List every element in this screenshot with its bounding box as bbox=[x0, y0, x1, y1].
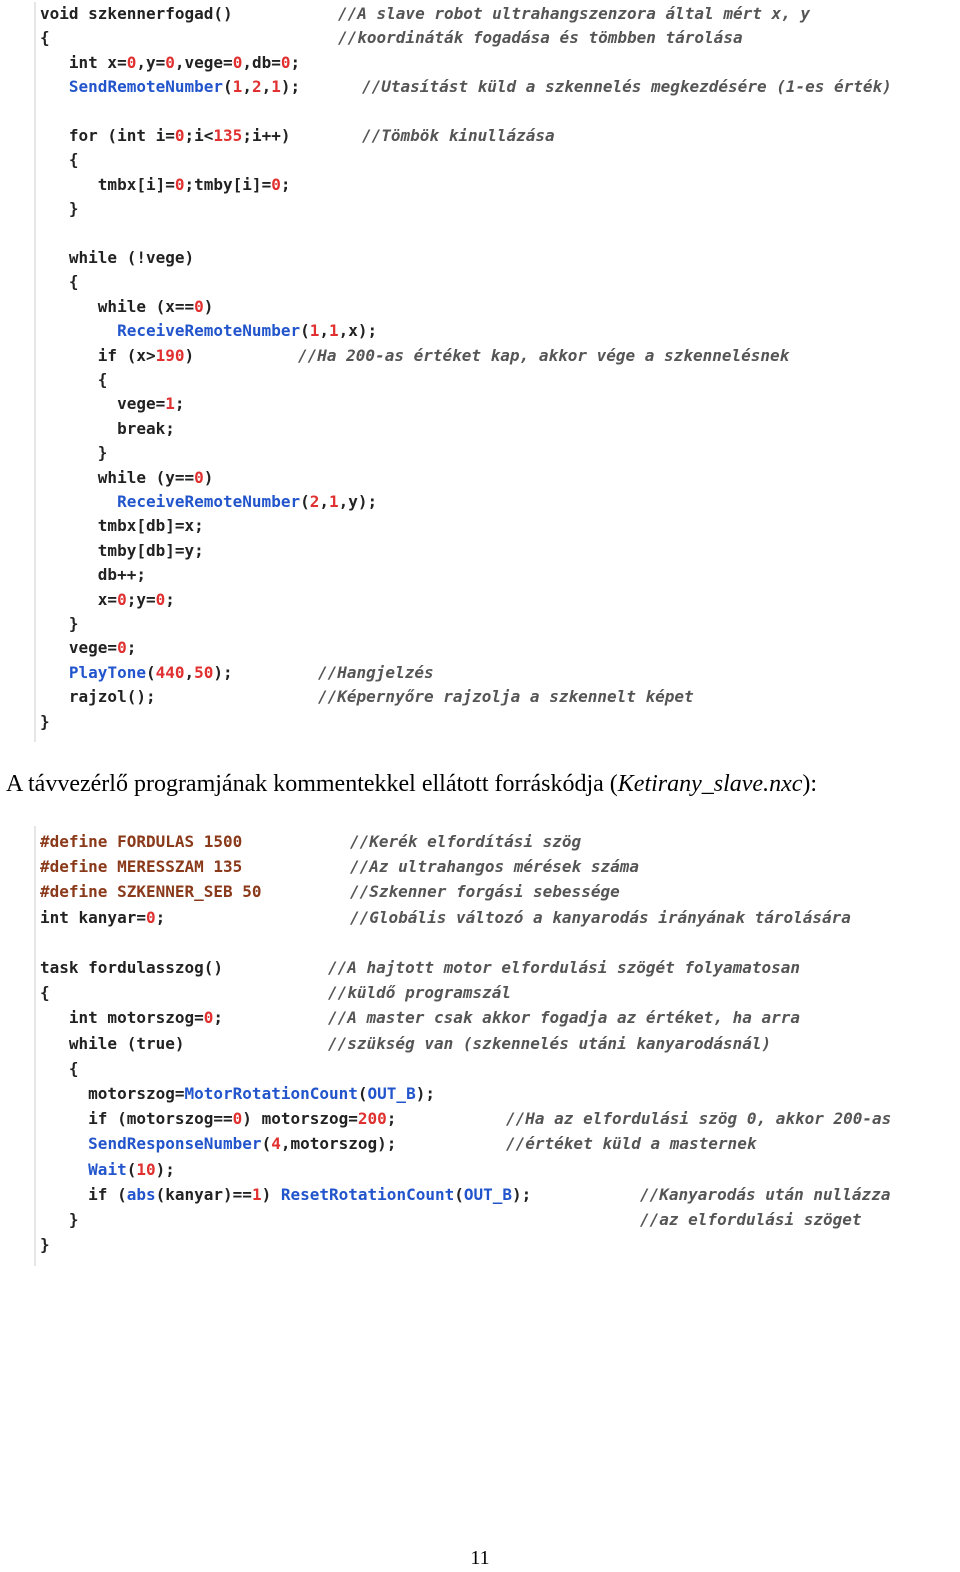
code-token: 0 bbox=[126, 52, 137, 72]
code-token: ); bbox=[155, 1159, 175, 1179]
code-line bbox=[40, 1057, 79, 1081]
code-comment: //az elfordulási szöget bbox=[640, 1210, 862, 1229]
code-token: 440 bbox=[155, 662, 185, 682]
code-comment: //Az ultrahangos mérések száma bbox=[350, 857, 639, 877]
code-token: 0 bbox=[271, 174, 281, 194]
code-line bbox=[40, 148, 79, 172]
code-token: 1 bbox=[251, 1184, 262, 1204]
code-token: , bbox=[319, 321, 330, 341]
code-token: tmbx[i]= bbox=[40, 174, 175, 194]
code-comment: //Ha 200-as értéket kap, akkor vége a szkennelésnek bbox=[298, 345, 790, 365]
code-token: while (y== bbox=[40, 467, 195, 487]
code-token: ,motorszog); bbox=[280, 1134, 397, 1154]
code-comment: //Kanyarodás után nullázza bbox=[640, 1184, 891, 1204]
code-token: 1 bbox=[271, 77, 281, 97]
code-token bbox=[40, 492, 117, 511]
code-token: } bbox=[40, 711, 50, 731]
code-token: ,x); bbox=[338, 321, 378, 341]
code-token bbox=[40, 1160, 88, 1179]
code-token: 0 bbox=[232, 52, 243, 72]
code-token: 0 bbox=[232, 1109, 243, 1129]
code-token: ) bbox=[203, 296, 214, 316]
code-line bbox=[40, 1158, 175, 1182]
code-token: } bbox=[40, 199, 79, 219]
code-line bbox=[40, 1132, 396, 1156]
code-token: int motorszog= bbox=[40, 1008, 204, 1028]
code-line bbox=[40, 539, 204, 563]
code-token: PlayTone bbox=[68, 662, 146, 682]
code-line bbox=[40, 26, 50, 50]
code-token bbox=[40, 321, 117, 340]
code-token: 1 bbox=[309, 321, 320, 341]
code-line bbox=[40, 661, 233, 685]
code-token: 0 bbox=[194, 467, 204, 487]
code-token: while (x== bbox=[40, 296, 195, 316]
code-line bbox=[40, 588, 175, 612]
code-line bbox=[40, 636, 136, 660]
code-token: x= bbox=[40, 589, 118, 609]
code-token: ( bbox=[454, 1184, 464, 1204]
code-block-fordulasszog bbox=[34, 826, 956, 1266]
code-token: ( bbox=[300, 492, 310, 511]
code-token: abs bbox=[126, 1184, 156, 1204]
code-token: ; bbox=[280, 174, 291, 194]
code-line bbox=[40, 1032, 185, 1056]
code-line bbox=[40, 1208, 79, 1232]
code-comment: //Globális változó a kanyarodás irányának tárolására bbox=[350, 907, 851, 927]
code-line bbox=[40, 344, 194, 368]
code-token: tmby[db]=y; bbox=[40, 540, 204, 560]
code-token: motorszog= bbox=[40, 1084, 185, 1103]
code-line bbox=[40, 1107, 396, 1131]
code-token: ; bbox=[213, 1008, 224, 1028]
code-line bbox=[40, 685, 156, 709]
code-token: ; bbox=[174, 394, 185, 414]
code-token: void szkennerfogad() bbox=[40, 4, 233, 23]
code-token: #define SZKENNER_SEB 50 bbox=[40, 882, 262, 902]
code-comment: //küldő programszál bbox=[328, 983, 512, 1003]
figure-caption bbox=[6, 768, 817, 800]
code-token: ,db= bbox=[242, 52, 281, 72]
code-comment: //Ha az elfordulási szög 0, akkor 200-as bbox=[506, 1109, 892, 1129]
code-token: ( bbox=[357, 1084, 368, 1103]
code-token: Wait bbox=[88, 1159, 127, 1179]
code-token: 1 bbox=[329, 321, 339, 341]
code-token: ReceiveRemoteNumber bbox=[117, 492, 301, 511]
code-token: 1 bbox=[165, 394, 175, 414]
code-token: break; bbox=[40, 418, 175, 438]
code-line bbox=[40, 514, 204, 538]
code-token: ); bbox=[213, 662, 233, 682]
code-block-szkennerfogad bbox=[34, 2, 956, 742]
code-token: ( bbox=[126, 1159, 137, 1179]
code-token: SendRemoteNumber bbox=[68, 77, 224, 97]
code-token: tmbx[db]=x; bbox=[40, 516, 204, 536]
code-token: 0 bbox=[145, 907, 156, 927]
code-comment: //Kerék elfordítási szög bbox=[350, 832, 582, 851]
code-token: , bbox=[261, 77, 272, 97]
code-token: ); bbox=[415, 1084, 435, 1103]
code-token: 0 bbox=[280, 52, 291, 72]
code-token: 2 bbox=[251, 77, 262, 97]
code-token: 0 bbox=[165, 52, 175, 72]
caption-text: A távvezérlő programjának kommentekkel ellátott forráskódja ( bbox=[6, 771, 618, 797]
code-line bbox=[40, 956, 223, 980]
code-token: 135 bbox=[213, 126, 243, 145]
code-token: #define MERESSZAM 135 bbox=[40, 857, 243, 877]
code-token: db++; bbox=[40, 565, 146, 585]
code-token: ( bbox=[261, 1134, 272, 1154]
code-token: { bbox=[40, 28, 50, 48]
code-token: rajzol(); bbox=[40, 687, 156, 707]
code-token: if (x> bbox=[40, 345, 156, 365]
code-comment: //Képernyőre rajzolja a szkennelt képet bbox=[318, 687, 694, 707]
code-token: ); bbox=[280, 77, 301, 97]
code-token: { bbox=[40, 983, 50, 1003]
code-token: while (!vege) bbox=[40, 248, 195, 267]
code-token: } bbox=[40, 614, 79, 633]
code-comment: //Tömbök kinullázása bbox=[362, 126, 555, 145]
code-line bbox=[40, 710, 50, 734]
code-token: 0 bbox=[155, 589, 166, 609]
code-token: vege= bbox=[40, 394, 166, 414]
code-token: MotorRotationCount bbox=[184, 1084, 358, 1103]
code-comment: //koordináták fogadása és tömbben tárolása bbox=[338, 28, 743, 48]
code-token: , bbox=[319, 492, 330, 511]
code-line bbox=[40, 830, 242, 854]
code-token: } bbox=[40, 1210, 79, 1229]
code-token: } bbox=[40, 443, 108, 463]
code-comment: //Hangjelzés bbox=[318, 662, 434, 682]
code-token: while (true) bbox=[40, 1033, 185, 1053]
code-token: ; bbox=[165, 589, 175, 609]
code-token: ) motorszog= bbox=[242, 1109, 358, 1129]
code-token: ; bbox=[126, 638, 137, 658]
code-line bbox=[40, 880, 262, 904]
code-token: ;i< bbox=[184, 126, 214, 145]
code-token: 1 bbox=[329, 492, 339, 511]
code-line bbox=[40, 392, 185, 416]
code-token: 2 bbox=[309, 492, 320, 511]
code-token: , bbox=[242, 77, 252, 97]
code-token: { bbox=[40, 1058, 79, 1078]
code-line bbox=[40, 2, 233, 26]
code-line bbox=[40, 51, 300, 75]
code-line bbox=[40, 270, 79, 294]
code-line bbox=[40, 1006, 223, 1030]
page-number: 11 bbox=[470, 1547, 490, 1569]
code-token: 200 bbox=[357, 1109, 387, 1129]
code-token: SendResponseNumber bbox=[88, 1134, 262, 1154]
code-line bbox=[40, 197, 79, 221]
code-token: OUT_B bbox=[463, 1184, 513, 1204]
code-token: ;y= bbox=[126, 589, 156, 609]
code-token: ) bbox=[184, 345, 195, 365]
code-token: 10 bbox=[136, 1159, 156, 1179]
code-token: 0 bbox=[194, 296, 204, 316]
code-line bbox=[40, 490, 377, 514]
code-line bbox=[40, 466, 213, 490]
code-token: #define FORDULAS 1500 bbox=[40, 832, 243, 851]
code-comment: //A slave robot ultrahangszenzora által mért x, y bbox=[338, 4, 811, 23]
code-token: vege= bbox=[40, 638, 118, 658]
code-line bbox=[40, 173, 290, 197]
code-token bbox=[40, 663, 69, 682]
code-token: 1 bbox=[232, 77, 243, 97]
code-token bbox=[40, 1134, 88, 1153]
code-token: ,y); bbox=[338, 492, 378, 511]
code-token: { bbox=[40, 272, 79, 292]
code-token: ( bbox=[145, 662, 156, 682]
code-line bbox=[40, 855, 242, 879]
code-token: ResetRotationCount bbox=[280, 1184, 455, 1204]
code-token: OUT_B bbox=[367, 1084, 416, 1103]
code-line bbox=[40, 368, 107, 392]
code-line bbox=[40, 1183, 531, 1207]
code-token: 190 bbox=[155, 345, 185, 365]
code-token: ) bbox=[261, 1184, 281, 1204]
code-token: ; bbox=[155, 907, 166, 927]
code-token bbox=[40, 77, 69, 96]
code-token: 0 bbox=[174, 126, 185, 145]
code-token: ( bbox=[300, 321, 310, 341]
code-token: int x= bbox=[40, 52, 127, 72]
code-line bbox=[40, 75, 300, 99]
code-comment: //Utasítást küld a szkennelés megkezdésére (1-es érték) bbox=[362, 77, 892, 97]
code-line bbox=[40, 295, 213, 319]
code-line bbox=[40, 124, 290, 148]
code-line bbox=[40, 906, 165, 930]
code-line bbox=[40, 1082, 435, 1106]
code-line bbox=[40, 441, 107, 465]
code-token: { bbox=[40, 370, 108, 389]
code-token: if ( bbox=[40, 1184, 127, 1204]
code-token: 0 bbox=[117, 638, 127, 658]
code-token: int kanyar= bbox=[40, 907, 146, 927]
code-token: ( bbox=[223, 77, 233, 97]
code-comment: //A master csak akkor fogadja az értéket, ha arra bbox=[328, 1008, 801, 1028]
code-line bbox=[40, 319, 377, 343]
code-token: for (int i= bbox=[40, 126, 175, 145]
code-token: 0 bbox=[117, 589, 127, 609]
code-token: (kanyar)== bbox=[155, 1184, 252, 1204]
code-token: ;tmby[i]= bbox=[184, 174, 272, 194]
code-token: { bbox=[40, 150, 79, 170]
code-token: ,vege= bbox=[174, 52, 233, 72]
code-token: ; bbox=[386, 1109, 397, 1129]
code-token: 4 bbox=[271, 1134, 281, 1154]
code-token: ReceiveRemoteNumber bbox=[117, 321, 301, 341]
code-line bbox=[40, 563, 146, 587]
code-token: ) bbox=[203, 467, 214, 487]
code-line bbox=[40, 1233, 50, 1257]
code-token: 0 bbox=[203, 1008, 214, 1028]
code-token: 0 bbox=[174, 174, 185, 194]
code-token: } bbox=[40, 1235, 50, 1255]
code-line bbox=[40, 981, 50, 1005]
code-comment: //Szkenner forgási sebessége bbox=[350, 882, 620, 902]
caption-suffix: ): bbox=[802, 771, 818, 797]
code-token: ;i++) bbox=[242, 126, 291, 145]
code-token: ,y= bbox=[136, 52, 166, 72]
code-token: if (motorszog== bbox=[40, 1109, 233, 1129]
code-comment: //értéket küld a masternek bbox=[506, 1134, 757, 1154]
code-token: task fordulasszog() bbox=[40, 958, 224, 977]
code-line bbox=[40, 246, 194, 270]
code-line bbox=[40, 612, 79, 636]
code-token: ); bbox=[512, 1184, 532, 1204]
code-line bbox=[40, 417, 175, 441]
code-comment: //A hajtott motor elfordulási szögét folyamatosan bbox=[328, 958, 801, 977]
code-comment: //szükség van (szkennelés utáni kanyarodásnál) bbox=[328, 1033, 772, 1053]
code-token: 50 bbox=[194, 662, 214, 682]
code-token: , bbox=[184, 662, 195, 682]
code-token: ; bbox=[290, 52, 301, 72]
caption-filename: Ketirany_slave.nxc bbox=[617, 771, 803, 797]
